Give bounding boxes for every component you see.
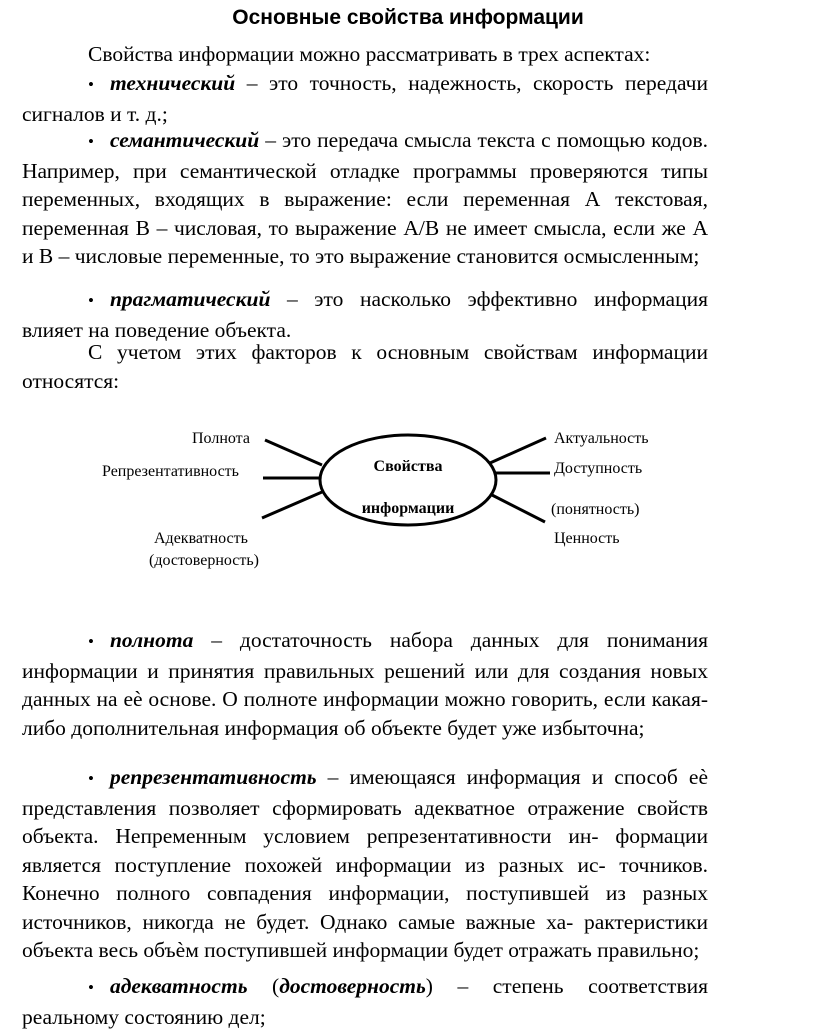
bullet-icon: • bbox=[88, 978, 94, 997]
property-completeness bbox=[22, 626, 708, 742]
property-representativeness bbox=[22, 763, 708, 965]
bullet-icon: • bbox=[88, 75, 94, 94]
bullet-icon: • bbox=[88, 291, 94, 310]
label-reliability: (достоверность) bbox=[149, 552, 259, 569]
aspect-semantic bbox=[22, 126, 708, 271]
aspect-text: – это точность, надежность, скорость передачи сигналов и т. д.; bbox=[22, 71, 708, 126]
center-label-line1: Свойства bbox=[373, 458, 443, 475]
label-relevance: Актуальность bbox=[554, 430, 649, 447]
property-term: репрезентативность bbox=[109, 765, 317, 789]
connector-line bbox=[262, 492, 322, 518]
connector-line bbox=[492, 495, 545, 522]
factors-intro-paragraph: С учетом этих факторов к основным свойствам информации относятся: bbox=[22, 340, 708, 393]
aspect-term: технический bbox=[109, 71, 236, 95]
label-representativeness: Репрезентативность bbox=[102, 463, 239, 480]
properties-diagram bbox=[0, 410, 816, 600]
property-text: – достаточность набора данных для понимания информации и принятия правильных решений или для создания новых данных на еѐ основе. О полноте информации можно говорить, если какая-либо дополнительная информация об объекте будет уже избыточна; bbox=[22, 628, 708, 740]
label-adequacy: Адекватность bbox=[154, 530, 248, 547]
bullet-icon: • bbox=[88, 132, 94, 151]
label-completeness: Полнота bbox=[192, 430, 250, 447]
bullet-icon: • bbox=[88, 769, 94, 788]
aspect-text: – это насколько эффективно информация влияет на поведение объекта. bbox=[22, 287, 708, 342]
center-label-line2: информации bbox=[361, 500, 455, 517]
page-title: Основные свойства информации bbox=[232, 6, 584, 29]
property-adequacy: • адекватность (достоверность) – степень соответствия реальному состоянию дел; bbox=[22, 974, 708, 1029]
aspect-term: семантический bbox=[109, 128, 260, 152]
property-text: – имеющаяся информация и способ еѐ представления позволяет сформировать адекватное отражение свойств объекта. Непременным условием репрезентативности ин- формации является поступление похожей информации из разных ис- точников. Конечно полного совпадения информации, поступившей из разных источников, никогда не будет. Однако самые важные ха- рактеристики объекта весь объѐм поступившей информации будет отражать правильно; bbox=[22, 765, 708, 962]
aspect-technical bbox=[22, 69, 708, 128]
bullet-icon: • bbox=[88, 632, 94, 651]
connector-line bbox=[265, 440, 322, 465]
label-value: Ценность bbox=[554, 530, 620, 547]
label-accessibility: Доступность bbox=[554, 460, 643, 477]
property-term: адекватность bbox=[109, 974, 248, 998]
property-term-paren: достоверность bbox=[279, 974, 426, 998]
property-term: полнота bbox=[109, 628, 194, 652]
aspect-text: – это передача смысла текста с помощью кодов. Например, при семантической отладке программы проверяются типы переменных, входящих в выражение: если переменная А текстовая, переменная В – числовая, то выражение А/В не имеет смысла, если же А и В – числовые переменные, то это выражение становится осмысленным; bbox=[22, 128, 708, 268]
label-understandability: (понятность) bbox=[551, 501, 640, 518]
aspect-term: прагматический bbox=[109, 287, 271, 311]
connector-line bbox=[490, 438, 546, 463]
intro-paragraph: Свойства информации можно рассматривать в трех аспектах: bbox=[88, 42, 651, 66]
property-text: – степень соответствия реальному состоянию дел; bbox=[22, 974, 708, 1029]
aspect-pragmatic bbox=[22, 285, 708, 344]
